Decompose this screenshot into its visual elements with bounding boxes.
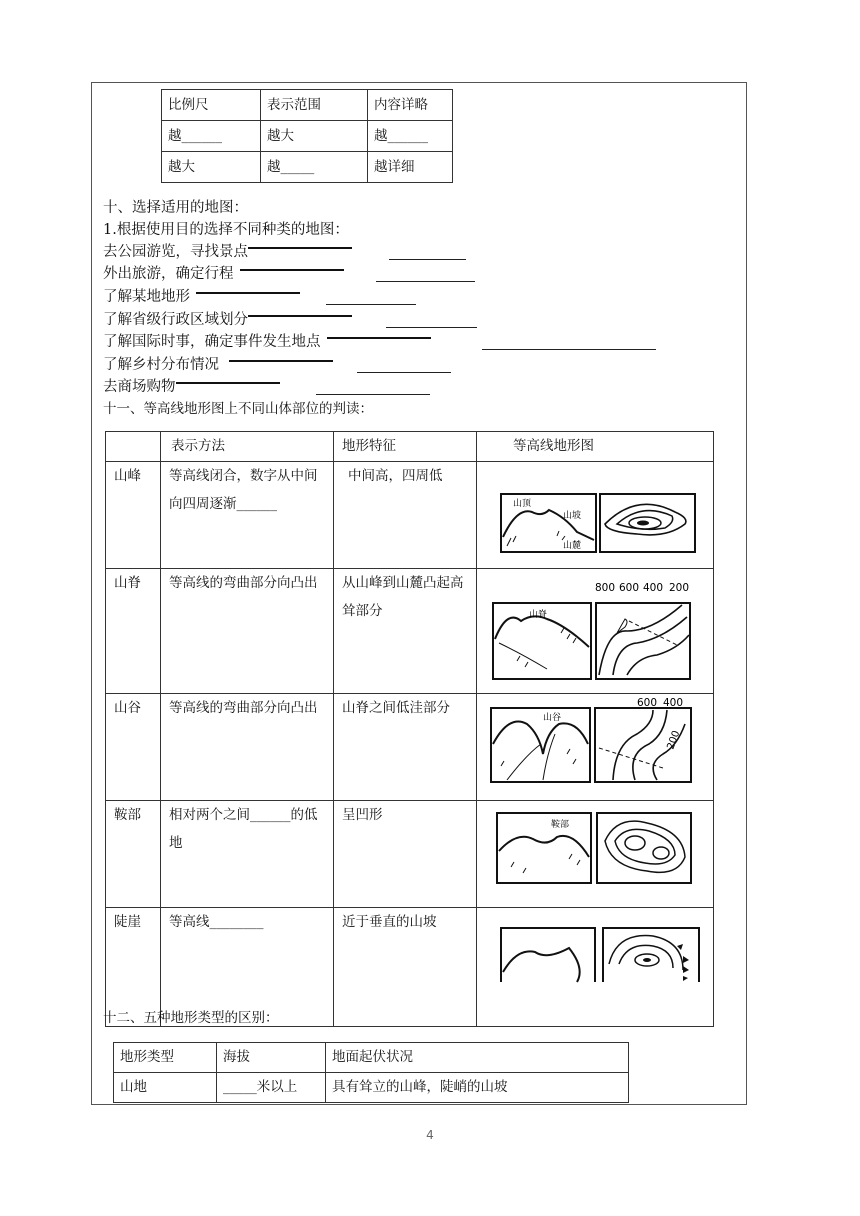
cliff-figure (477, 908, 713, 1016)
contour-table (105, 431, 714, 1027)
table-cell: 越_____ (261, 152, 368, 183)
table-cell: 具有耸立的山峰，陡峭的山坡 (326, 1073, 629, 1103)
list-item (103, 264, 344, 284)
subheading: 1.根据使用目的选择不同种类的地图： (103, 222, 349, 238)
table-cell: 内容详略 (368, 90, 453, 121)
answer-blank[interactable] (357, 372, 451, 373)
figure-label: 600 (637, 697, 658, 709)
answer-blank[interactable] (389, 259, 466, 260)
figure-label: 山顶 (513, 499, 532, 509)
table-cell (106, 432, 161, 462)
item-text: 了解省级行政区域划分 (103, 312, 248, 328)
list-item (103, 287, 300, 307)
table-row (106, 432, 714, 462)
table-cell: 地面起伏状况 (326, 1043, 629, 1073)
ridge-figure (477, 569, 713, 683)
figure-cell (477, 908, 714, 1027)
answer-blank[interactable] (482, 349, 656, 350)
answer-blank[interactable] (326, 304, 416, 305)
table-row (162, 152, 453, 183)
section-title: 十二、五种地形类型的区别： (103, 1010, 279, 1026)
item-text: 了解乡村分布情况 (103, 357, 219, 373)
figure-label: 400 (663, 697, 684, 709)
item-text: 去商场购物 (103, 379, 176, 395)
list-item (103, 332, 431, 352)
table-cell: 山峰 (106, 462, 161, 569)
table-row (162, 90, 453, 121)
item-text: 了解某地地形 (103, 289, 190, 305)
figure-label: 400 (643, 582, 664, 594)
table-row (106, 569, 714, 694)
section-title: 十、选择适用的地图： (103, 200, 248, 216)
peak-figure (477, 462, 713, 558)
table-cell: 越大 (162, 152, 261, 183)
table-cell: 等高线________ (161, 908, 334, 1027)
table-cell: 表示方法 (161, 432, 334, 462)
list-item (103, 377, 280, 397)
item-text: 外出旅游，确定行程 (103, 266, 234, 282)
table-cell: 山地 (114, 1073, 217, 1103)
list-item (103, 310, 352, 330)
list-item (103, 242, 352, 262)
figure-label: 鞍部 (551, 820, 570, 830)
saddle-figure (477, 801, 713, 897)
figure-label: 200 (665, 729, 683, 752)
item-text: 了解国际时事，确定事件发生地点 (103, 334, 321, 350)
figure-cell (477, 569, 714, 694)
table-cell: 比例尺 (162, 90, 261, 121)
table-cell: _____米以上 (217, 1073, 326, 1103)
table-row (114, 1073, 629, 1103)
landform-table (113, 1042, 629, 1103)
figure-label: 800 (595, 582, 616, 594)
figure-label: 山谷 (543, 713, 562, 723)
table-cell: 越______ (162, 121, 261, 152)
table-cell: 近于垂直的山坡 (334, 908, 477, 1027)
figure-cell (477, 462, 714, 569)
valley-figure (477, 694, 713, 790)
table-cell: 呈凹形 (334, 801, 477, 908)
figure-label: 山麓 (563, 541, 582, 551)
figure-cell (477, 694, 714, 801)
scale-table (161, 89, 453, 183)
table-cell: 等高线的弯曲部分向凸出 (161, 569, 334, 694)
table-cell: 山谷 (106, 694, 161, 801)
list-item (103, 355, 333, 375)
section-title: 十一、等高线地形图上不同山体部位的判读： (103, 401, 373, 417)
table-cell: 山脊之间低洼部分 (334, 694, 477, 801)
table-cell: 中间高，四周低 (334, 462, 477, 569)
table-cell: 地形特征 (334, 432, 477, 462)
figure-label: 200 (669, 582, 690, 594)
table-row (114, 1043, 629, 1073)
figure-label: 山脊 (529, 610, 548, 620)
table-cell: 从山峰到山麓凸起高耸部分 (334, 569, 477, 694)
answer-blank[interactable] (316, 394, 430, 395)
table-cell: 等高线的弯曲部分向凸出 (161, 694, 334, 801)
table-cell: 陡崖 (106, 908, 161, 1027)
figure-label: 山坡 (563, 511, 582, 521)
table-cell: 越大 (261, 121, 368, 152)
table-row (106, 694, 714, 801)
table-cell: 地形类型 (114, 1043, 217, 1073)
table-cell: 越详细 (368, 152, 453, 183)
table-row (162, 121, 453, 152)
item-text: 去公园游览，寻找景点 (103, 244, 248, 260)
table-cell: 等高线闭合，数字从中间向四周逐渐______ (161, 462, 334, 569)
table-row (106, 801, 714, 908)
answer-blank[interactable] (386, 327, 477, 328)
answer-blank[interactable] (376, 281, 475, 282)
table-cell: 表示范围 (261, 90, 368, 121)
table-cell: 鞍部 (106, 801, 161, 908)
table-cell: 相对两个之间______的低地 (161, 801, 334, 908)
table-cell: 山脊 (106, 569, 161, 694)
table-cell: 海拔 (217, 1043, 326, 1073)
figure-label: 600 (619, 582, 640, 594)
figure-cell (477, 801, 714, 908)
table-cell: 等高线地形图 (477, 432, 714, 462)
table-row (106, 462, 714, 569)
table-cell: 越______ (368, 121, 453, 152)
page-number: 4 (426, 1128, 434, 1142)
